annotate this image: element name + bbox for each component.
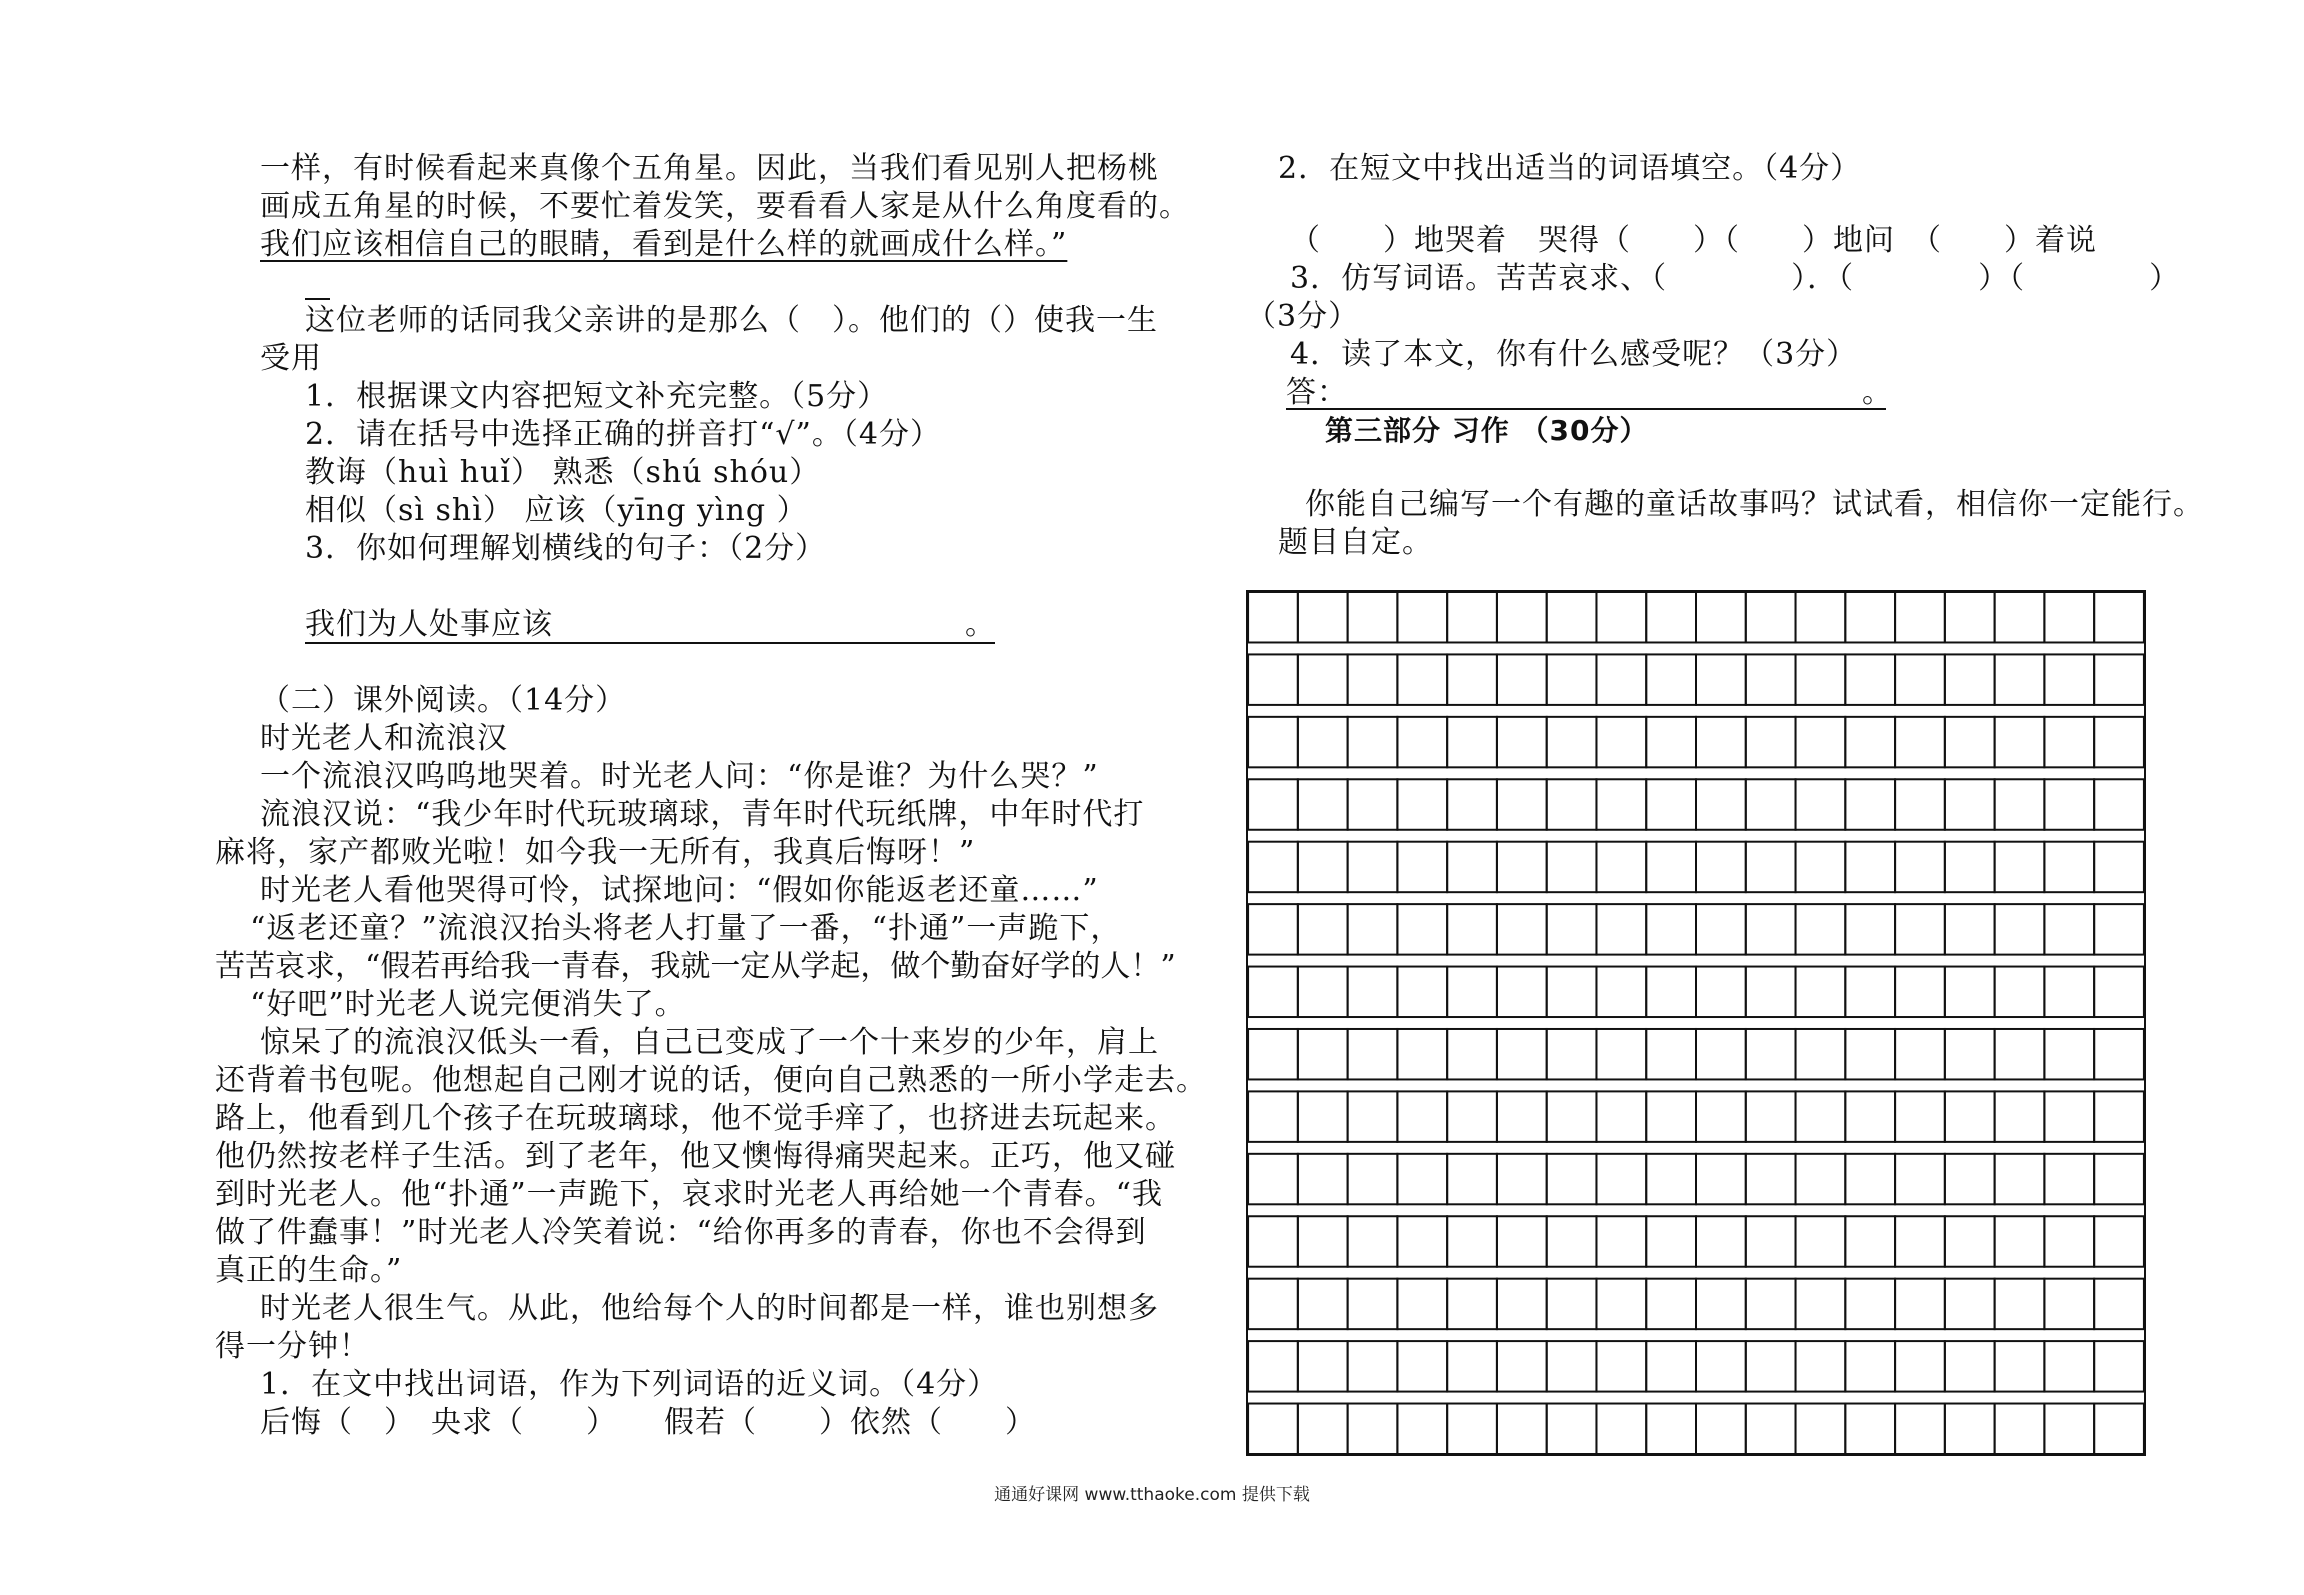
grid-cell[interactable]: [1696, 779, 1746, 829]
grid-cell[interactable]: [1995, 1341, 2045, 1391]
short-rule: [305, 298, 330, 300]
grid-cell[interactable]: [1646, 1216, 1696, 1266]
grid-cell[interactable]: [1746, 717, 1796, 767]
grid-cell[interactable]: [2044, 904, 2094, 954]
text-line: 惊呆了的流浪汉低头一看，自己已变成了一个十来岁的少年，肩上: [260, 1025, 1159, 1060]
question-1-synonyms: 1．在文中找出词语，作为下列词语的近义词。（4分）: [260, 1367, 999, 1402]
grid-cell[interactable]: [1646, 1029, 1696, 1079]
grid-cell[interactable]: [2044, 842, 2094, 892]
grid-cell[interactable]: [1845, 1341, 1895, 1391]
grid-cell[interactable]: [1895, 1341, 1945, 1391]
grid-cell[interactable]: [1596, 1091, 1646, 1141]
grid-cell[interactable]: [1945, 592, 1995, 642]
answer-label: 答：: [1286, 375, 1348, 410]
grid-cell[interactable]: [1796, 967, 1846, 1017]
grid-cell[interactable]: [2044, 1404, 2094, 1454]
grid-cell[interactable]: [1895, 842, 1945, 892]
text-line: 他仍然按老样子生活。到了老年，他又懊悔得痛哭起来。正巧，他又碰: [215, 1139, 1176, 1174]
grid-cell[interactable]: [1796, 904, 1846, 954]
grid-cell[interactable]: [1547, 967, 1597, 1017]
grid-cell[interactable]: [1895, 1279, 1945, 1329]
grid-cell[interactable]: [1248, 967, 1298, 1017]
grid-cell[interactable]: [1547, 654, 1597, 704]
grid-cell[interactable]: [1447, 842, 1497, 892]
grid-cell[interactable]: [1298, 904, 1348, 954]
grid-cell[interactable]: [1796, 1091, 1846, 1141]
grid-cell[interactable]: [1298, 967, 1348, 1017]
grid-cell[interactable]: [1746, 1029, 1796, 1079]
grid-cell[interactable]: [1796, 779, 1846, 829]
grid-cell[interactable]: [2044, 1029, 2094, 1079]
grid-cell[interactable]: [1298, 1404, 1348, 1454]
grid-cell[interactable]: [1248, 1216, 1298, 1266]
grid-cell[interactable]: [1646, 1279, 1696, 1329]
grid-cell[interactable]: [1397, 967, 1447, 1017]
grid-cell[interactable]: [1895, 1404, 1945, 1454]
grid-cell[interactable]: [1447, 1279, 1497, 1329]
grid-cell[interactable]: [1348, 717, 1398, 767]
grid-cell[interactable]: [1995, 904, 2045, 954]
part-three-heading: 第三部分 习作 （30分）: [1325, 414, 1649, 447]
grid-cell[interactable]: [1995, 592, 2045, 642]
grid-cell[interactable]: [1497, 592, 1547, 642]
text-line: “好吧”时光老人说完便消失了。: [250, 987, 686, 1022]
grid-cell[interactable]: [1796, 1341, 1846, 1391]
grid-cell[interactable]: [1298, 779, 1348, 829]
text-line: 一样，有时候看起来真像个五角星。因此，当我们看见别人把杨桃: [260, 151, 1159, 186]
grid-cell[interactable]: [1348, 1341, 1398, 1391]
grid-cell[interactable]: [1397, 1154, 1447, 1204]
grid-cell[interactable]: [1995, 967, 2045, 1017]
grid-cell[interactable]: [1596, 717, 1646, 767]
grid-cell[interactable]: [1746, 842, 1796, 892]
grid-cell[interactable]: [1696, 1154, 1746, 1204]
text-line: “返老还童？”流浪汉抬头将老人打量了一番，“扑通”一声跪下，: [250, 911, 1122, 946]
grid-cell[interactable]: [2094, 1154, 2144, 1204]
grid-cell[interactable]: [1547, 1154, 1597, 1204]
grid-cell[interactable]: [1945, 1216, 1995, 1266]
grid-cell[interactable]: [1746, 967, 1796, 1017]
grid-cell[interactable]: [1497, 842, 1547, 892]
answer-end-mark: 。: [1862, 375, 1893, 410]
grid-cell[interactable]: [1447, 904, 1497, 954]
grid-cell[interactable]: [1248, 779, 1298, 829]
grid-cell[interactable]: [1248, 592, 1298, 642]
grid-cell[interactable]: [1447, 654, 1497, 704]
grid-cell[interactable]: [1298, 1279, 1348, 1329]
text-line: 这位老师的话同我父亲讲的是那么（ ）。他们的（）使我一生: [305, 303, 1158, 338]
grid-cell[interactable]: [1447, 1091, 1497, 1141]
grid-cell[interactable]: [1547, 717, 1597, 767]
grid-cell[interactable]: [1248, 717, 1298, 767]
grid-cell[interactable]: [2094, 904, 2144, 954]
grid-cell[interactable]: [1547, 842, 1597, 892]
grid-cell[interactable]: [1397, 779, 1447, 829]
grid-cell[interactable]: [1397, 717, 1447, 767]
composition-grid[interactable]: [1246, 590, 2146, 1456]
grid-cell[interactable]: [1497, 1029, 1547, 1079]
grid-cell[interactable]: [1945, 1341, 1995, 1391]
text-line: 真正的生命。”: [215, 1253, 403, 1288]
grid-cell[interactable]: [1646, 1341, 1696, 1391]
grid-cell[interactable]: [1945, 717, 1995, 767]
grid-cell[interactable]: [1298, 592, 1348, 642]
footer-credit: 通通好课网 www.tthaoke.com 提供下载: [994, 1485, 1310, 1505]
grid-cell[interactable]: [1298, 1154, 1348, 1204]
question-3: 3．你如何理解划横线的句子：（2分）: [305, 531, 827, 566]
grid-cell[interactable]: [2044, 1091, 2094, 1141]
grid-cell[interactable]: [1945, 904, 1995, 954]
grid-cell[interactable]: [1646, 1154, 1696, 1204]
grid-cell[interactable]: [1348, 654, 1398, 704]
grid-cell[interactable]: [1646, 654, 1696, 704]
story-title: 时光老人和流浪汉: [260, 721, 508, 756]
grid-cell[interactable]: [1895, 1029, 1945, 1079]
grid-cell[interactable]: [1995, 842, 2045, 892]
synonym-blanks: 后悔（ ） 央求（ ） 假若（ ）依然（ ）: [260, 1405, 1036, 1440]
grid-cell[interactable]: [1547, 592, 1597, 642]
grid-cell[interactable]: [1995, 779, 2045, 829]
grid-cell[interactable]: [2094, 779, 2144, 829]
grid-cell[interactable]: [1845, 904, 1895, 954]
grid-cell[interactable]: [1895, 967, 1945, 1017]
grid-cell[interactable]: [1696, 592, 1746, 642]
grid-cell[interactable]: [1995, 654, 2045, 704]
grid-cell[interactable]: [1447, 592, 1497, 642]
grid-cell[interactable]: [1646, 592, 1696, 642]
grid-cell[interactable]: [1596, 842, 1646, 892]
grid-cell[interactable]: [1596, 779, 1646, 829]
grid-cell[interactable]: [1796, 592, 1846, 642]
answer-line: [305, 642, 995, 644]
grid-cell[interactable]: [1696, 1091, 1746, 1141]
grid-cell[interactable]: [1348, 1216, 1398, 1266]
grid-cell[interactable]: [2094, 1404, 2144, 1454]
grid-cell[interactable]: [1447, 1341, 1497, 1391]
grid-cell[interactable]: [1447, 967, 1497, 1017]
grid-cell[interactable]: [1945, 1091, 1995, 1141]
text-line: 路上，他看到几个孩子在玩玻璃球，他不觉手痒了，也挤进去玩起来。: [215, 1101, 1176, 1136]
writing-prompt: 你能自己编写一个有趣的童话故事吗？试试看，相信你一定能行。: [1305, 487, 2204, 522]
grid-cell[interactable]: [1995, 1216, 2045, 1266]
grid-cell[interactable]: [2044, 1341, 2094, 1391]
grid-cell[interactable]: [1895, 904, 1945, 954]
grid-cell[interactable]: [1646, 842, 1696, 892]
grid-cell[interactable]: [1696, 1216, 1746, 1266]
text-line: 受用: [260, 341, 322, 376]
grid-cell[interactable]: [1696, 1029, 1746, 1079]
text-line: 做了件蠢事！”时光老人冷笑着说：“给你再多的青春，你也不会得到: [215, 1215, 1147, 1250]
grid-cell[interactable]: [2094, 1029, 2144, 1079]
grid-cell[interactable]: [1796, 1216, 1846, 1266]
grid-cell[interactable]: [1497, 1341, 1547, 1391]
grid-cell[interactable]: [1796, 1279, 1846, 1329]
grid-cell[interactable]: [1397, 592, 1447, 642]
grid-cell[interactable]: [1348, 967, 1398, 1017]
grid-cell[interactable]: [2094, 1091, 2144, 1141]
grid-cell[interactable]: [1895, 1154, 1945, 1204]
grid-cell[interactable]: [1447, 1216, 1497, 1266]
underlined-sentence: 我们应该相信自己的眼睛，看到是什么样的就画成什么样。”: [260, 227, 1068, 262]
score-note: （3分）: [1246, 299, 1360, 334]
grid-cell[interactable]: [1298, 1341, 1348, 1391]
grid-cell[interactable]: [1348, 779, 1398, 829]
grid-cell[interactable]: [1845, 1091, 1895, 1141]
grid-cell[interactable]: [1447, 1404, 1497, 1454]
grid-cell[interactable]: [1895, 592, 1945, 642]
answer-line: [1286, 408, 1886, 410]
grid-cell[interactable]: [2044, 717, 2094, 767]
grid-cell[interactable]: [1298, 1216, 1348, 1266]
grid-cell[interactable]: [1796, 1404, 1846, 1454]
section-heading: （二）课外阅读。（14分）: [260, 683, 627, 718]
grid-cell[interactable]: [2044, 1279, 2094, 1329]
grid-cell[interactable]: [1348, 592, 1398, 642]
grid-cell[interactable]: [1248, 1404, 1298, 1454]
grid-cell[interactable]: [1845, 1154, 1895, 1204]
grid-cell[interactable]: [1348, 904, 1398, 954]
grid-cell[interactable]: [1596, 1216, 1646, 1266]
grid-cell[interactable]: [1348, 1404, 1398, 1454]
grid-cell[interactable]: [1845, 654, 1895, 704]
grid-cell[interactable]: [1298, 654, 1348, 704]
grid-cell[interactable]: [1646, 904, 1696, 954]
grid-cell[interactable]: [1995, 1404, 2045, 1454]
grid-cell[interactable]: [1596, 1029, 1646, 1079]
grid-cell[interactable]: [1646, 779, 1696, 829]
grid-cell[interactable]: [1845, 967, 1895, 1017]
text-line: 得一分钟！: [215, 1329, 370, 1364]
grid-cell[interactable]: [2094, 592, 2144, 642]
grid-cell[interactable]: [1397, 654, 1447, 704]
grid-cell[interactable]: [1497, 1404, 1547, 1454]
grid-cell[interactable]: [1447, 717, 1497, 767]
grid-cell[interactable]: [1497, 779, 1547, 829]
grid-cell[interactable]: [1348, 1279, 1398, 1329]
grid-cell[interactable]: [1447, 1154, 1497, 1204]
grid-cell[interactable]: [1995, 1029, 2045, 1079]
grid-cell[interactable]: [1596, 1279, 1646, 1329]
grid-cell[interactable]: [1547, 1279, 1597, 1329]
grid-cell[interactable]: [2094, 1341, 2144, 1391]
grid-cell[interactable]: [1397, 1216, 1447, 1266]
grid-cell[interactable]: [1547, 1091, 1597, 1141]
grid-cell[interactable]: [1298, 717, 1348, 767]
grid-cell[interactable]: [1646, 717, 1696, 767]
grid-cell[interactable]: [1845, 779, 1895, 829]
grid-cell[interactable]: [1497, 1091, 1547, 1141]
grid-cell[interactable]: [1696, 654, 1746, 704]
grid-cell[interactable]: [1596, 592, 1646, 642]
text-line: 苦苦哀求，“假若再给我一青春，我就一定从学起，做个勤奋好学的人！”: [215, 949, 1176, 984]
grid-cell[interactable]: [1746, 1279, 1796, 1329]
grid-cell[interactable]: [1248, 1154, 1298, 1204]
grid-cell[interactable]: [1845, 1279, 1895, 1329]
grid-cell[interactable]: [2044, 592, 2094, 642]
grid-cell[interactable]: [1696, 842, 1746, 892]
grid-cell[interactable]: [1746, 1216, 1796, 1266]
grid-cell[interactable]: [1298, 1091, 1348, 1141]
question-4: 4．读了本文，你有什么感受呢？（3分）: [1290, 337, 1858, 372]
pinyin-row: 相似（sì shì） 应该（yīng yìng ）: [305, 493, 808, 528]
grid-cell[interactable]: [2094, 967, 2144, 1017]
text-line: 时光老人看他哭得可怜，试探地问：“假如你能返老还童……”: [260, 873, 1099, 908]
grid-cell[interactable]: [1796, 1154, 1846, 1204]
grid-cell[interactable]: [1696, 1341, 1746, 1391]
answer-end-mark: 。: [965, 607, 996, 642]
grid-cell[interactable]: [1497, 1154, 1547, 1204]
grid-cell[interactable]: [1596, 1154, 1646, 1204]
grid-cell[interactable]: [1845, 1216, 1895, 1266]
question-3-imitate: 3．仿写词语。苦苦哀求、（ ）．（ ）（ ）: [1290, 261, 2181, 296]
grid-cell[interactable]: [2094, 842, 2144, 892]
grid-cell[interactable]: [1397, 904, 1447, 954]
text-line: 流浪汉说：“我少年时代玩玻璃球，青年时代玩纸牌，中年时代打: [260, 797, 1145, 832]
grid-cell[interactable]: [2094, 1216, 2144, 1266]
writing-prompt-2: 题目自定。: [1278, 525, 1433, 560]
grid-cell[interactable]: [1696, 717, 1746, 767]
grid-cell[interactable]: [1945, 1404, 1995, 1454]
grid-cell[interactable]: [1397, 1279, 1447, 1329]
grid-cell[interactable]: [1248, 842, 1298, 892]
grid-cell[interactable]: [1497, 1216, 1547, 1266]
grid-cell[interactable]: [1248, 1029, 1298, 1079]
grid-cell[interactable]: [1547, 1404, 1597, 1454]
grid-cell[interactable]: [1945, 1029, 1995, 1079]
grid-cell[interactable]: [1895, 1216, 1945, 1266]
grid-cell[interactable]: [1696, 904, 1746, 954]
text-line: 时光老人很生气。从此，他给每个人的时间都是一样，谁也别想多: [260, 1291, 1159, 1326]
grid-cell[interactable]: [2094, 1279, 2144, 1329]
grid-cell[interactable]: [2044, 779, 2094, 829]
grid-cell[interactable]: [1497, 717, 1547, 767]
grid-cell[interactable]: [1746, 1091, 1796, 1141]
grid-cell[interactable]: [1497, 967, 1547, 1017]
grid-cell[interactable]: [1945, 654, 1995, 704]
grid-cell[interactable]: [1397, 1029, 1447, 1079]
grid-cell[interactable]: [1447, 779, 1497, 829]
grid-cell[interactable]: [1696, 1279, 1746, 1329]
grid-cell[interactable]: [1248, 654, 1298, 704]
grid-cell[interactable]: [1945, 1154, 1995, 1204]
grid-cell[interactable]: [1397, 1404, 1447, 1454]
grid-cell[interactable]: [1746, 779, 1796, 829]
text-line: 还背着书包呢。他想起自己刚才说的话，便向自己熟悉的一所小学走去。: [215, 1063, 1207, 1098]
grid-cell[interactable]: [2044, 967, 2094, 1017]
grid-cell[interactable]: [1895, 717, 1945, 767]
grid-cell[interactable]: [1895, 654, 1945, 704]
grid-cell[interactable]: [1945, 967, 1995, 1017]
grid-cell[interactable]: [1248, 1341, 1298, 1391]
text-line: 一个流浪汉呜呜地哭着。时光老人问：“你是谁？为什么哭？”: [260, 759, 1099, 794]
text-line: 画成五角星的时候，不要忙着发笑，要看看人家是从什么角度看的。: [260, 189, 1190, 224]
grid-cell[interactable]: [1596, 967, 1646, 1017]
grid-cell[interactable]: [1547, 1216, 1597, 1266]
grid-cell[interactable]: [1696, 1404, 1746, 1454]
grid-cell[interactable]: [1945, 1279, 1995, 1329]
grid-cell[interactable]: [1298, 1029, 1348, 1079]
grid-cell[interactable]: [1845, 592, 1895, 642]
grid-cell[interactable]: [1547, 1341, 1597, 1391]
grid-cell[interactable]: [1845, 842, 1895, 892]
grid-cell[interactable]: [2094, 717, 2144, 767]
grid-cell[interactable]: [1796, 717, 1846, 767]
grid-cell[interactable]: [2094, 654, 2144, 704]
question-1: 1．根据课文内容把短文补充完整。（5分）: [305, 379, 889, 414]
grid-cell[interactable]: [1248, 1279, 1298, 1329]
text-line: 到时光老人。他“扑通”一声跪下，哀求时光老人再给她一个青春。“我: [215, 1177, 1164, 1212]
grid-cell[interactable]: [1796, 842, 1846, 892]
grid-cell[interactable]: [1497, 904, 1547, 954]
grid-cell[interactable]: [1596, 1404, 1646, 1454]
grid-cell[interactable]: [1348, 842, 1398, 892]
fill-blanks: （ ）地哭着 哭得（ ）（ ）地问 （ ）着说: [1290, 223, 2097, 258]
grid-cell[interactable]: [1646, 1404, 1696, 1454]
grid-cell[interactable]: [1995, 1279, 2045, 1329]
grid-cell[interactable]: [1845, 1404, 1895, 1454]
grid-cell[interactable]: [1945, 779, 1995, 829]
grid-cell[interactable]: [1497, 654, 1547, 704]
grid-cell[interactable]: [1397, 1341, 1447, 1391]
grid-cell[interactable]: [1746, 1404, 1796, 1454]
grid-cell[interactable]: [1348, 1091, 1398, 1141]
grid-cell[interactable]: [1298, 842, 1348, 892]
grid-cell[interactable]: [1397, 842, 1447, 892]
grid-cell[interactable]: [1348, 1029, 1398, 1079]
grid-cell[interactable]: [1746, 592, 1796, 642]
grid-cell[interactable]: [1746, 904, 1796, 954]
grid-cell[interactable]: [1596, 904, 1646, 954]
grid-cell[interactable]: [1995, 1154, 2045, 1204]
grid-cell[interactable]: [1447, 1029, 1497, 1079]
grid-cell[interactable]: [1696, 967, 1746, 1017]
grid-cell[interactable]: [1547, 904, 1597, 954]
grid-cell[interactable]: [1945, 842, 1995, 892]
grid-cell[interactable]: [1248, 1091, 1298, 1141]
grid-cell[interactable]: [1746, 1341, 1796, 1391]
grid-cell[interactable]: [1746, 1154, 1796, 1204]
grid-cell[interactable]: [1895, 1091, 1945, 1141]
grid-cell[interactable]: [1547, 1029, 1597, 1079]
grid-cell[interactable]: [1845, 717, 1895, 767]
grid-cell[interactable]: [1248, 904, 1298, 954]
grid-cell[interactable]: [2044, 654, 2094, 704]
grid-cell[interactable]: [1796, 654, 1846, 704]
question-2-fill: 2．在短文中找出适当的词语填空。（4分）: [1278, 151, 1862, 186]
grid-cell[interactable]: [1646, 1091, 1696, 1141]
grid-cell[interactable]: [1895, 779, 1945, 829]
grid-cell[interactable]: [2044, 1216, 2094, 1266]
grid-cell[interactable]: [1845, 1029, 1895, 1079]
question-2: 2．请在括号中选择正确的拼音打“√”。（4分）: [305, 417, 941, 452]
grid-cell[interactable]: [1497, 1279, 1547, 1329]
grid-cell[interactable]: [1547, 779, 1597, 829]
grid-cell[interactable]: [1397, 1091, 1447, 1141]
grid-cell[interactable]: [1596, 654, 1646, 704]
grid-cell[interactable]: [1746, 654, 1796, 704]
answer-prompt: 我们为人处事应该: [305, 607, 553, 642]
grid-cell[interactable]: [1646, 967, 1696, 1017]
grid-cell[interactable]: [1995, 717, 2045, 767]
grid-cell[interactable]: [1348, 1154, 1398, 1204]
grid-cell[interactable]: [1596, 1341, 1646, 1391]
grid-cell[interactable]: [1796, 1029, 1846, 1079]
grid-cell[interactable]: [2044, 1154, 2094, 1204]
grid-cell[interactable]: [1995, 1091, 2045, 1141]
text-line: 麻将，家产都败光啦！如今我一无所有，我真后悔呀！”: [215, 835, 976, 870]
pinyin-row: 教诲（huì huǐ） 熟悉（shú shóu）: [305, 455, 821, 490]
